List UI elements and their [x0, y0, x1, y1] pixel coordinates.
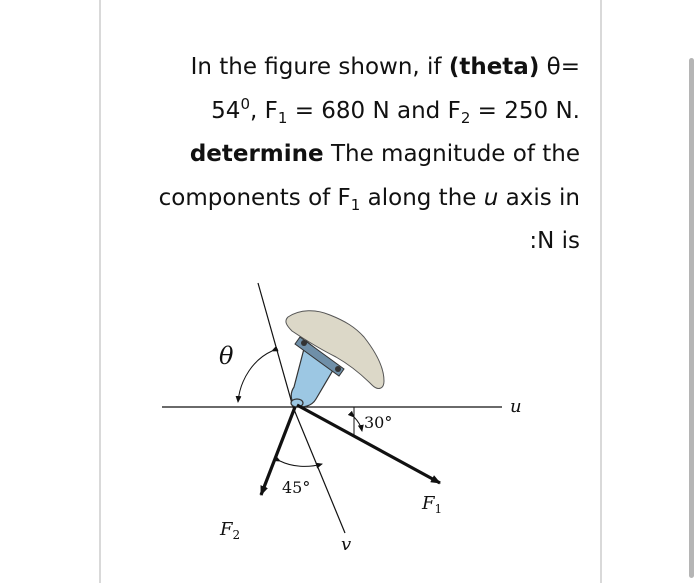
v-axis-label: v [341, 534, 352, 555]
question-line-3: determine The magnitude of the [189, 141, 580, 167]
angle-30-label: 30° [364, 413, 393, 432]
question-line-5: :N is [529, 228, 580, 254]
angle-45-label: 45° [282, 478, 311, 497]
f2-label: $F_2$ [220, 519, 241, 542]
bolt-right [335, 366, 341, 372]
right-border [600, 0, 602, 583]
f1-label: $F_1$ [422, 493, 443, 516]
bolt-left [301, 340, 307, 346]
scrollbar[interactable] [689, 58, 694, 578]
left-border [99, 0, 101, 583]
force-diagram [140, 275, 580, 575]
inclined-axis-line [258, 283, 293, 407]
theta-label: θ [219, 342, 234, 370]
question-line-1: In the figure shown, if (theta) θ= [190, 54, 580, 80]
u-axis-label: u [510, 396, 522, 417]
question-text [120, 46, 580, 264]
angle-30-arc [354, 417, 362, 431]
theta-arc [238, 351, 272, 402]
question-line-4: components of $F_1$ along the u axis in [158, 184, 580, 214]
question-line-2: $54^0$, $F_1 = 680$ N and $F_2 = 250$ N. [211, 94, 580, 127]
